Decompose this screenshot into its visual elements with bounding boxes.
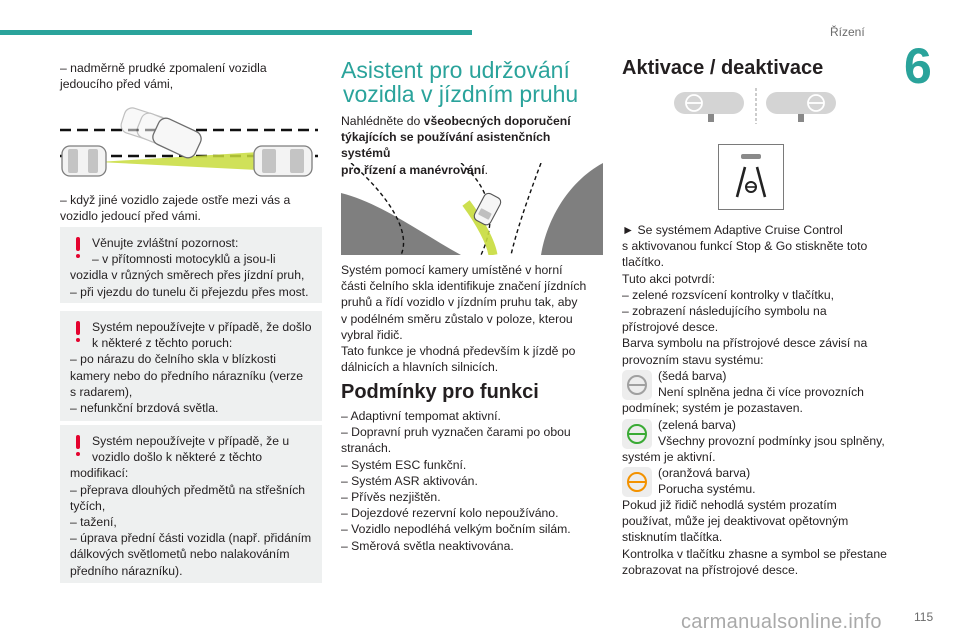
intro-text-1: – nadměrně prudké zpomalení vozidla jedoucího před vámi,: [60, 61, 267, 92]
state-green: [622, 417, 894, 465]
column-1-cont: [60, 192, 322, 224]
warning-box-3: [60, 425, 322, 583]
warning-line: tyčích,: [70, 498, 106, 513]
conditions-section: [341, 380, 603, 554]
warning-line: – v přítomnosti motocyklů a jsou-li: [92, 252, 276, 267]
column-2: [341, 58, 603, 178]
activation-line: Barva symbolu na přístrojové desce závisí na: [622, 336, 868, 351]
activation-line: ► Se systémem Adaptive Cruise Control: [622, 223, 843, 237]
state-description: podmínek; systém je pozastaven.: [622, 401, 803, 416]
section-heading-line-1: Asistent pro udržování: [341, 57, 570, 83]
warning-line: Systém nepoužívejte v případě, že u: [92, 434, 290, 448]
intro-text-2: – když jiné vozidlo zajede ostře mezi vás a vozidlo jedoucí před vámi.: [60, 193, 291, 224]
front-car-icon: [254, 146, 312, 176]
condition-item: stranách.: [341, 441, 392, 456]
warning-line: – nefunkční brzdová světla.: [70, 401, 219, 416]
description-line: Tato funkce je vhodná především k jízdě po: [341, 344, 576, 359]
warning-line: k některé z těchto poruch:: [92, 336, 233, 351]
warning-line: předního nárazníku).: [70, 563, 183, 578]
condition-item: – Vozidlo nepodléhá velkým bočním silám.: [341, 522, 571, 537]
condition-item: – Systém ESC funkční.: [341, 457, 467, 472]
description-line: pruhů a řídí vozidlo v jízdním pruhu tak, aby: [341, 295, 578, 310]
state-description: systém je aktivní.: [622, 450, 716, 465]
header-accent-bar: [0, 30, 472, 35]
warning-line: – tažení,: [70, 515, 117, 530]
warning-line: kamery nebo do předního nárazníku (verze: [70, 368, 304, 383]
lane-symbol-grey-icon: [622, 370, 652, 400]
section-heading-line-2: vozidla v jízdním pruhu: [343, 81, 579, 107]
state-orange: [622, 465, 894, 499]
lane-symbol-orange-icon: [622, 467, 652, 497]
description-line: vybral řidič.: [341, 327, 403, 342]
column-1: [60, 60, 322, 92]
watermark: carmanualsonline.info: [681, 611, 882, 633]
column-3: [622, 56, 892, 80]
deactivation-line: Kontrolka v tlačítku zhasne a symbol se přestane: [622, 546, 887, 561]
state-color-label: (zelená barva): [658, 418, 736, 432]
warning-line: vozidlo došlo k některé z těchto: [92, 450, 263, 465]
warning-line: modifikací:: [70, 466, 129, 481]
warning-box-1: [60, 227, 322, 303]
activation-line: – zelené rozsvícení kontrolky v tlačítku,: [622, 287, 835, 302]
state-color-label: (oranžová barva): [658, 466, 751, 480]
description-line: části čelního skla identifikuje značení jízdních: [341, 279, 587, 294]
reference-text-bold-end: pro řízení a manévrování.: [341, 162, 488, 177]
activation-line: provozním stavu systému:: [622, 352, 764, 367]
warning-line: Věnujte zvláštní pozornost:: [92, 236, 239, 250]
state-color-label: (šedá barva): [658, 369, 727, 383]
warning-icon: [74, 435, 82, 457]
lane-assist-button: [718, 144, 784, 210]
lane-keeping-illustration: [341, 163, 603, 255]
warning-line: – úprava přední části vozidla (např. přidáním: [70, 531, 312, 546]
description-line: v podélném směru zůstalo v poloze, kterou: [341, 311, 573, 326]
deactivation-line: zobrazovat na přístrojové desce.: [622, 562, 799, 577]
page-number: 115: [914, 610, 934, 624]
deactivation-line: Pokud již řidič nehodlá systém prozatím: [622, 498, 837, 512]
warning-line: – po nárazu do čelního skla v blízkosti: [70, 352, 276, 367]
state-description: Všechny provozní podmínky jsou splněny,: [658, 434, 885, 449]
condition-item: – Směrová světla neaktivována.: [341, 538, 514, 553]
activation-text: [622, 222, 894, 368]
lane-symbol-green-icon: [622, 419, 652, 449]
state-description: Porucha systému.: [658, 482, 756, 497]
steering-wheel-buttons-illustration: [672, 86, 838, 126]
activation-line: přístrojové desce.: [622, 320, 719, 335]
warning-line: – při vjezdu do tunelu či přejezdu přes most.: [70, 284, 309, 299]
condition-item: – Přívěs nezjištěn.: [341, 490, 441, 505]
warning-line: Systém nepoužívejte v případě, že došlo: [92, 320, 312, 334]
warning-line: – přeprava dlouhých předmětů na střešních: [70, 482, 306, 497]
deactivation-line: používat, může jej deaktivovat opětovným: [622, 514, 849, 529]
state-description: Není splněna jedna či více provozních: [658, 385, 864, 400]
warning-box-2: [60, 311, 322, 421]
warning-line: s radarem),: [70, 384, 133, 399]
activation-line: tlačítko.: [622, 255, 664, 270]
lane-assist-icon: [719, 145, 783, 209]
deactivation-line: stisknutím tlačítka.: [622, 530, 723, 545]
activation-line: Tuto akci potvrdí:: [622, 271, 716, 286]
vehicles-cut-in-illustration: [58, 104, 320, 182]
warning-icon: [74, 237, 82, 259]
description-line: Systém pomocí kamery umístěné v horní: [341, 263, 563, 277]
activation-line: s aktivovanou funkcí Stop & Go stiskněte toto: [622, 239, 868, 254]
activation-line: – zobrazení následujícího symbolu na: [622, 304, 827, 319]
description-line: dálnicích a hlavních silnicích.: [341, 360, 499, 375]
state-grey: [622, 368, 894, 416]
reference-text-bold: týkajících se používání asistenčních systémů: [341, 130, 551, 161]
activation-heading: Aktivace / deaktivace: [622, 57, 824, 79]
condition-item: – Systém ASR aktivován.: [341, 473, 478, 488]
warning-line: vozidla v různých směrech přes jízdní pruh,: [70, 268, 305, 283]
reference-text: Nahlédněte do všeobecných doporučení: [341, 114, 571, 128]
own-car-icon: [62, 146, 106, 176]
chapter-number: 6: [904, 38, 932, 94]
column-2-description: [341, 262, 603, 375]
condition-item: – Adaptivní tempomat aktivní.: [341, 409, 501, 423]
condition-item: – Dojezdové rezervní kolo nepoužíváno.: [341, 506, 559, 521]
section-title: Řízení: [830, 25, 865, 39]
conditions-heading: Podmínky pro funkci: [341, 381, 539, 403]
warning-line: dálkových světlometů nebo nalakováním: [70, 547, 290, 562]
deactivation-text: [622, 497, 894, 578]
warning-icon: [74, 321, 82, 343]
condition-item: – Dopravní pruh vyznačen čarami po obou: [341, 425, 571, 440]
